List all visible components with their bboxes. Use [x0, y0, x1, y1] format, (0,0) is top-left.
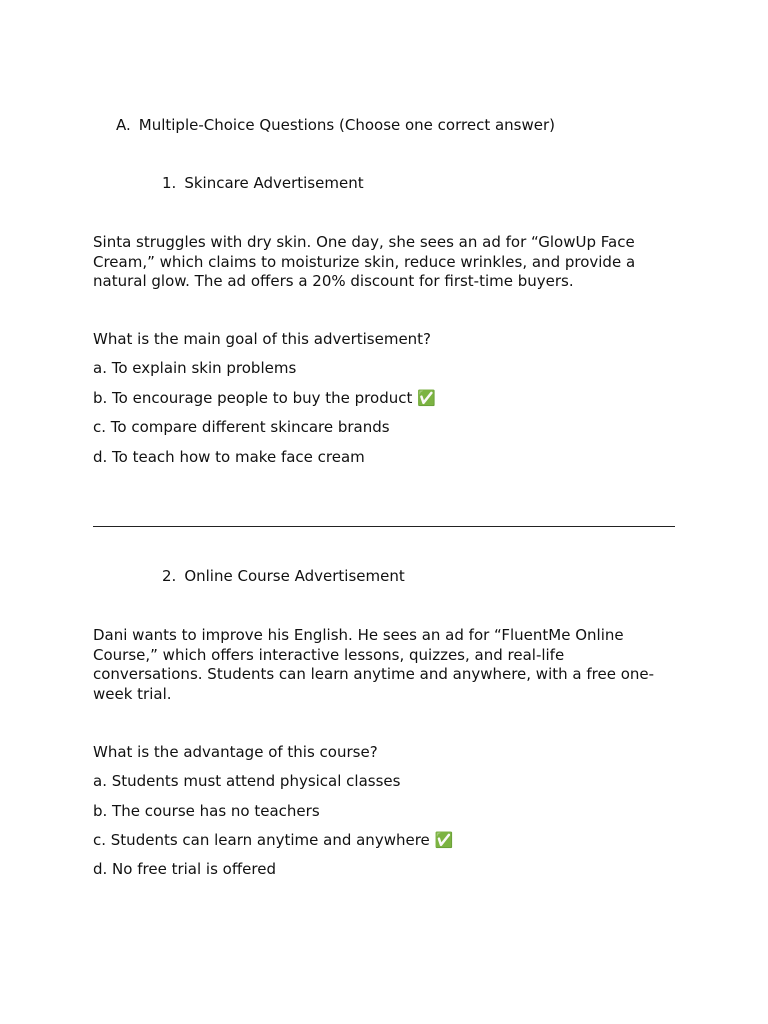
question-2-prompt: What is the advantage of this course? — [93, 743, 378, 761]
question-1-passage: Sinta struggles with dry skin. One day, she sees an ad for “GlowUp Face Cream,” which claims to moisturize skin, reduce wrinkles, and provide a natural glow. The ad offers a 20% discount for first-time buyers. — [93, 233, 636, 290]
question-1-heading — [162, 174, 364, 193]
divider-line — [93, 526, 675, 527]
question-1-option-c: c. To compare different skincare brands — [93, 418, 390, 436]
question-2-option-c: c. Students can learn anytime and anywhere ✅ — [93, 831, 454, 849]
question-2-heading — [162, 567, 405, 586]
question-2-title: Online Course Advertisement — [184, 567, 405, 585]
question-2-passage: Dani wants to improve his English. He sees an ad for “FluentMe Online Course,” which offers interactive lessons, quizzes, and real-life conversations. Students can learn anytime and anywhere, with a free one-week trial. — [93, 626, 655, 703]
question-1-prompt: What is the main goal of this advertisement? — [93, 330, 432, 348]
question-2-option-b: b. The course has no teachers — [93, 802, 320, 820]
question-2-option-d: d. No free trial is offered — [93, 860, 276, 878]
question-1-title: Skincare Advertisement — [184, 174, 364, 192]
question-1-option-a: a. To explain skin problems — [93, 359, 297, 377]
question-2-option-a: a. Students must attend physical classes — [93, 772, 401, 790]
question-1-option-b: b. To encourage people to buy the product ✅ — [93, 389, 436, 407]
question-1-option-d: d. To teach how to make face cream — [93, 448, 365, 466]
section-heading — [116, 116, 555, 135]
question-1-number: 1. — [162, 174, 177, 192]
question-2-number: 2. — [162, 567, 177, 585]
section-title: Multiple-Choice Questions (Choose one correct answer) — [138, 116, 556, 134]
section-marker: A. — [116, 116, 131, 134]
